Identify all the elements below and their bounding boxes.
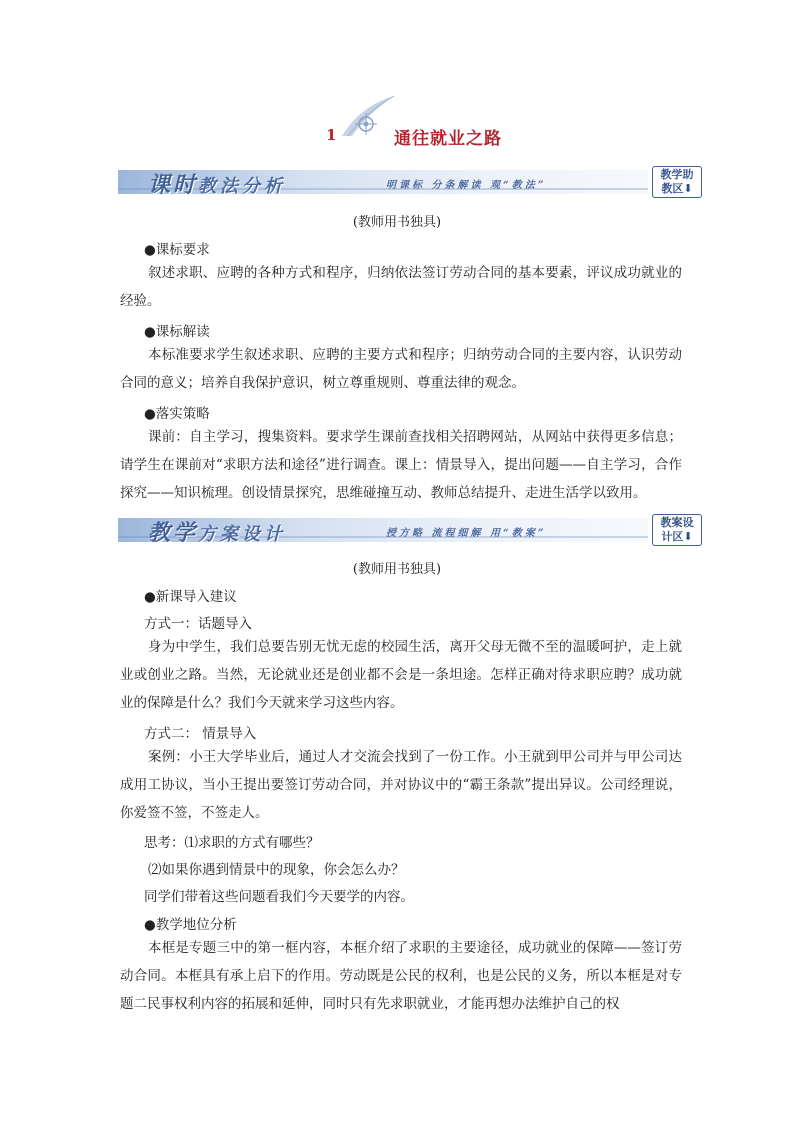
heading-standard: ●课标要求 [144, 242, 210, 258]
banner-title-main: 课时 [148, 172, 199, 198]
banner-title-sub: 教法分析 [198, 176, 287, 197]
banner-title-sub: 方案设计 [198, 524, 287, 545]
heading-position: ●教学地位分析 [144, 917, 237, 933]
paragraph-position: 本框是专题三中的第一框内容，本框介绍了求职的主要途径，成功就业的保障——签订劳动合同。本框具有承上启下的作用。劳动既是公民的权利，也是公民的义务，所以本框是对专题二民事权利内容的拓展和延伸，同时只有先求职就业，才能再想办法维护自己的权 [120, 940, 682, 1012]
section-banner-teaching-analysis [118, 166, 694, 198]
teacher-only-note: (教师用书独具) [352, 562, 442, 577]
teacher-only-note: (教师用书独具) [352, 215, 442, 230]
teaching-assist-zone-tag [652, 166, 702, 198]
tag-line-2: 教区⬇ [661, 182, 693, 195]
way-two-label: 方式二： 情景导入 [144, 726, 257, 742]
tag-line-1: 教学助 [660, 168, 694, 181]
banner-title [148, 516, 286, 547]
lesson-number: 1 [326, 126, 337, 144]
lesson-title: 通往就业之路 [394, 129, 502, 149]
banner-title-main: 教学 [148, 520, 199, 546]
section-banner-lesson-design [118, 514, 694, 546]
paragraph-reading: 本标准要求学生叙述求职、应聘的主要方式和程序；归纳劳动合同的主要内容，认识劳动合同的意义；培养自我保护意识，树立尊重规则、尊重法律的观念。 [120, 347, 682, 391]
tag-line-1: 教案设 [660, 516, 694, 529]
banner-slogan: 授方略 流程细解 用“教案” [386, 528, 547, 539]
paragraph-way-two: 案例：小王大学毕业后，通过人才交流会找到了一份工作。小王就到甲公司并与甲公司达成用工协议，当小王提出要签订劳动合同，并对协议中的“霸王条款”提出异议。公司经理说，你爱签不签，不签走人。 [120, 749, 682, 821]
paragraph-way-one: 身为中学生，我们总要告别无忧无虑的校园生活，离开父母无微不至的温暖呵护，走上就业或创业之路。当然，无论就业还是创业都不会是一条坦途。怎样正确对待求职应聘？成功就业的保障是什么？我们今天就来学习这些内容。 [120, 639, 682, 711]
heading-reading: ●课标解读 [144, 324, 210, 340]
heading-intro: ●新课导入建议 [144, 589, 237, 605]
think-question-2: ⑵如果你遇到情景中的现象，你会怎么办？ [148, 862, 405, 878]
tag-line-2: 计区⬇ [661, 530, 693, 543]
banner-slogan: 明课标 分条解读 观“教法” [386, 180, 547, 191]
compass-logo-icon [336, 96, 396, 140]
paragraph-strategy: 课前：自主学习，搜集资料。要求学生课前查找相关招聘网站，从网站中获得更多信息；请学生在课前对“求职方法和途径”进行调查。课上：情景导入，提出问题——自主学习，合作探究——知识梳理。创设情景探究，思维碰撞互动、教师总结提升、走进生活学以致用。 [120, 429, 682, 501]
heading-strategy: ●落实策略 [144, 406, 210, 422]
lesson-design-zone-tag [652, 514, 702, 546]
closing-line: 同学们带着这些问题看我们今天要学的内容。 [144, 889, 414, 905]
way-one-label: 方式一：话题导入 [144, 616, 252, 632]
banner-title [148, 168, 286, 199]
paragraph-standard: 叙述求职、应聘的各种方式和程序，归纳依法签订劳动合同的基本要素，评议成功就业的经验。 [120, 265, 682, 309]
think-question-1: 思考：⑴求职的方式有哪些？ [144, 835, 320, 851]
